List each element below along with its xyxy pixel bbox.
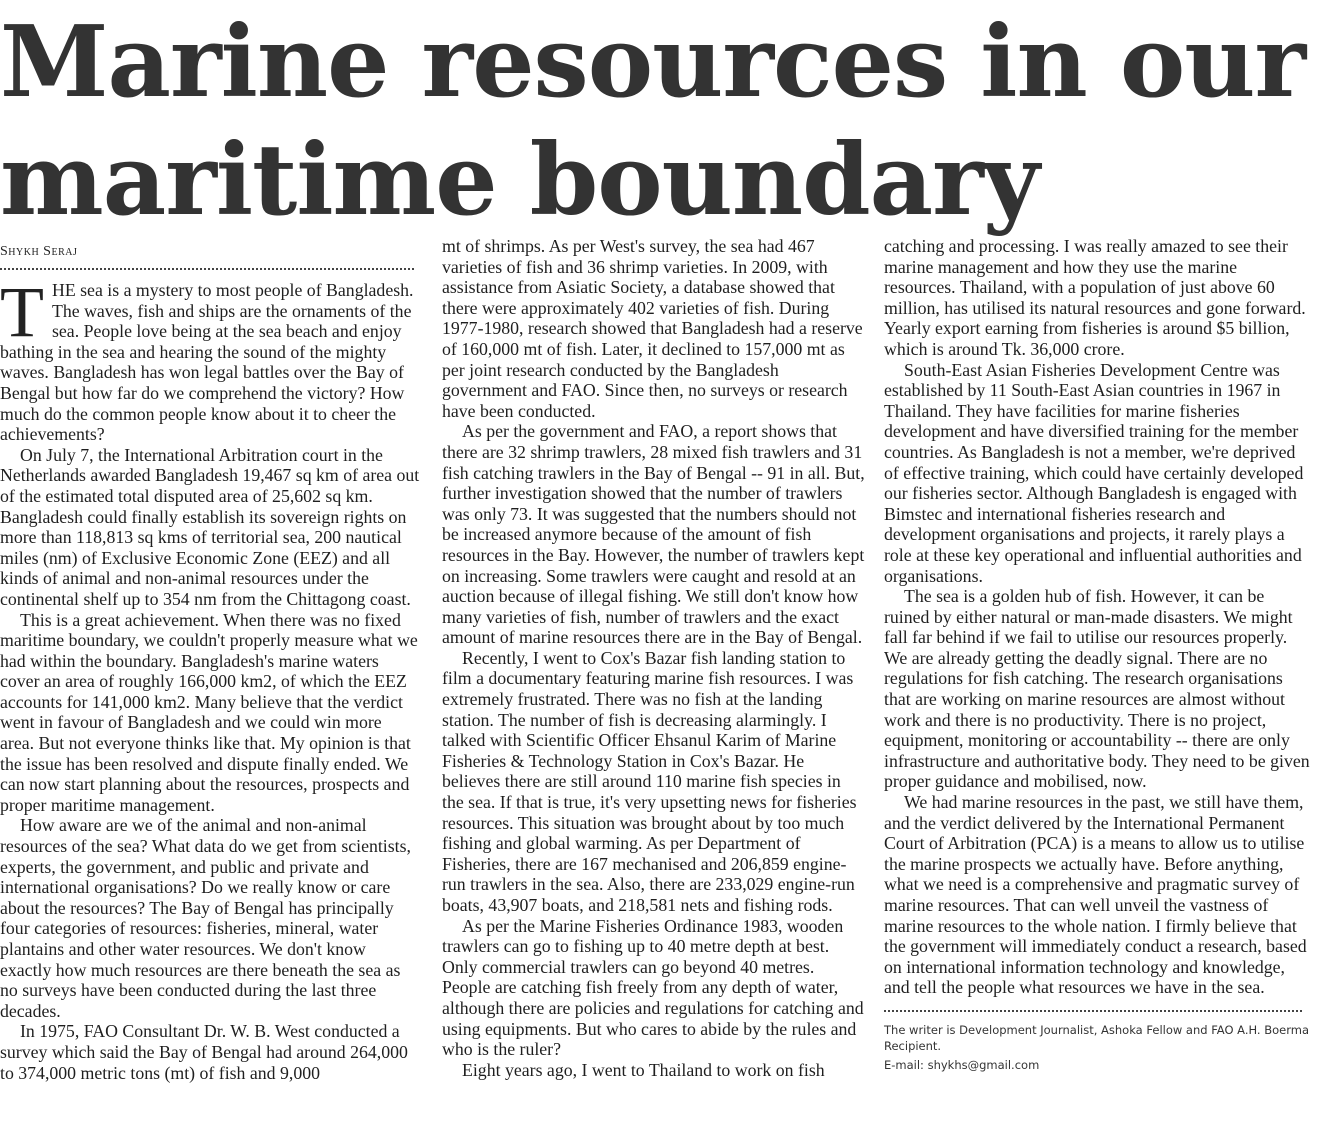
paragraph: South-East Asian Fisheries Development Centre was established by 11 South-East Asian countries in 1967 in Thailand. They have facilities for marine fisheries development and have diversified training for the member countries. As Bangladesh is not a member, we're deprived of effective training, which could have certainly developed our fisheries sector. Although Bangladesh is engaged with Bimstec and international fisheries research and development organisations and projects, it rarely plays a role at these key operational and influential authorities and organisations. xyxy=(884,359,1304,586)
paragraph-continued: mt of shrimps. As per West's survey, the sea had 467 varieties of fish and 36 shrimp varieties. In 2009, with assistance from Asiatic Society, a database showed that there were approximately 402 varieties of fish. During 1977-1980, research showed that Bangladesh had a reserve of 160,000 mt of fish. Later, it declined to 157,000 mt as per joint research conducted by the Bangladesh government and FAO. Since then, no surveys or research have been conducted. xyxy=(442,236,863,421)
paragraph: Recently, I went to Cox's Bazar fish landing station to film a documentary featuring marine fish resources. I was extremely frustrated. There was no fish at the landing station. The number of fish is decreasing alarmingly. I talked with Scientific Officer Ehsanul Karim of Marine Fisheries & Technology Station in Cox's Bazar. He believes there are still around 110 marine fish species in the sea. If that is true, it's very upsetting news for fisheries resources. This situation was brought about by too much fishing and global warming. As per Department of Fisheries, there are 167 mechanised and 206,859 engine-run trawlers in the sea. Also, there are 233,029 engine-run boats, 43,907 boats, and 218,581 nets and fishing rods. xyxy=(442,647,857,915)
author-byline: Shykh Seraj xyxy=(0,244,78,259)
drop-cap: T xyxy=(0,272,44,352)
paragraph: Eight years ago, I went to Thailand to work on fish xyxy=(462,1059,825,1080)
headline xyxy=(0,4,1320,240)
paragraph: As per the government and FAO, a report shows that there are 32 shrimp trawlers, 28 mixed fish trawlers and 31 fish catching trawlers in the Bay of Bengal -- 91 in all. But, further investigation showed that the number of trawlers was only 73. It was suggested that the numbers should not be increased anymore because of the amount of fish resources in the Bay. However, the number of trawlers kept on increasing. Some trawlers were caught and resold at an auction because of illegal fishing. We still don't know how many varieties of fish, number of trawlers and the exact amount of marine resources there are in the Bay of Bengal. xyxy=(442,421,865,648)
paragraph-intro-text: HE sea is a mystery to most people of Bangladesh. The waves, fish and ships are the ornaments of the sea. People love being at the sea beach and enjoy bathing in the sea and hearing the sound of the mighty waves. Bangladesh has won legal battles over the Bay of Bengal but how far do we comprehend the victory? How much do the common people know about it to cheer the achievements? xyxy=(0,280,414,445)
article-column-1 xyxy=(0,236,420,1083)
article-column-2 xyxy=(442,236,866,1080)
paragraph-intro xyxy=(0,272,420,445)
paragraph-continued: catching and processing. I was really amazed to see their marine management and how they use the marine resources. Thailand, with a population of just above 60 million, has utilised its natural resources and gone forward. Yearly export earning from fisheries is around $5 billion, which is around Tk. 36,000 crore. xyxy=(884,236,1306,359)
author-note: The writer is Development Journalist, Ashoka Fellow and FAO A.H. Boerma Recipient. xyxy=(884,1022,1310,1053)
paragraph: As per the Marine Fisheries Ordinance 1983, wooden trawlers can go to fishing up to 40 metre depth at best. Only commercial trawlers can go beyond 40 metres. People are catching fish freely from any depth of water, although there are policies and regulations for catching and using equipments. But who cares to abide by the rules and who is the ruler? xyxy=(442,915,864,1060)
headline-line-1: Marine resources in our xyxy=(0,5,1306,120)
byline-divider xyxy=(0,268,414,270)
author-email: E-mail: shykhs@gmail.com xyxy=(884,1057,1040,1072)
paragraph: The sea is a golden hub of fish. However, it can be ruined by either natural or man-made disasters. We might fall far behind if we fail to utilise our resources properly. We are already getting the deadly signal. There are no regulations for fish catching. The research organisations that are working on marine resources are almost without work and there is no productivity. There is no project, equipment, monitoring or accountability -- there are only infrastructure and authoritative body. They need to be given proper guidance and mobilised, now. xyxy=(884,586,1310,792)
footer-divider xyxy=(884,1010,1302,1012)
paragraph: On July 7, the International Arbitration court in the Netherlands awarded Bangladesh 19,467 sq km of area out of the estimated total disputed area of 25,602 sq km. Bangladesh could finally establish its sovereign rights on more than 118,813 sq kms of territorial sea, 200 nautical miles (nm) of Exclusive Economic Zone (EEZ) and all kinds of animal and non-animal resources under the continental shelf up to 354 nm from the Chittagong coast. xyxy=(0,444,420,609)
paragraph: In 1975, FAO Consultant Dr. W. B. West conducted a survey which said the Bay of Bengal had around 264,000 to 374,000 metric tons (mt) of fish and 9,000 xyxy=(0,1021,408,1083)
paragraph: We had marine resources in the past, we still have them, and the verdict delivered by the International Permanent Court of Arbitration (PCA) is a means to allow us to utilise the marine prospects we actually have. Before anything, what we need is a comprehensive and pragmatic survey of marine resources. That can well unveil the vastness of marine resources to the whole nation. I firmly believe that the government will immediately conduct a research, based on international information technology and knowledge, and tell the people what resources we have in the sea. xyxy=(884,792,1307,998)
paragraph: How aware are we of the animal and non-animal resources of the sea? What data do we get from scientists, experts, the government, and public and private and international organisations? Do we really know or care about the resources? The Bay of Bengal has principally four categories of resources: fisheries, mineral, water plantains and other water resources. We don't know exactly how much resources are there beneath the sea as no surveys have been conducted during the last three decades. xyxy=(0,815,411,1021)
article-column-3 xyxy=(884,236,1310,1073)
paragraph: This is a great achievement. When there was no fixed maritime boundary, we couldn't properly measure what we had within the boundary. Bangladesh's marine waters cover an area of roughly 166,000 km2, of which the EEZ accounts for 141,000 km2. Many believe that the verdict went in favour of Bangladesh and we could win more area. But not everyone thinks like that. My opinion is that the issue has been resolved and dispute finally ended. We can now start planning about the resources, prospects and proper maritime management. xyxy=(0,609,418,815)
headline-line-2: maritime boundary xyxy=(0,123,1039,238)
